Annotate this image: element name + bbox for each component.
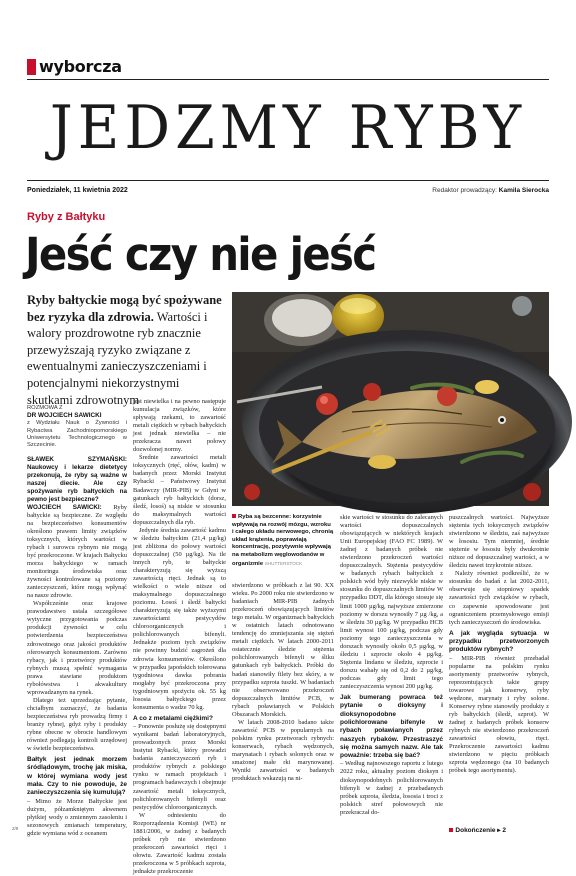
article-lead xyxy=(27,292,227,408)
column-5-paragraph-1: puszczalnych wartości. Najwyższe stężenia tych toksycznych związków stwierdzono w śledziu, zaś najwyższe w łososiu. Tym niemniej, średnie stężenie w łososiu były dwukrotnie niższe od dopuszczalnej wartości, a w śledziu nawet trzykrotnie niższe. xyxy=(449,514,549,570)
column-2-paragraph-3: Jedynie średnia zawartość kadmu w śledziu bałtyckim (21,4 µg/kg) jest zbliżona do połowy wartości dopuszczalnej (50 µg/kg). Na tle innych ryb, te bałtyckie charakteryzują się wyższą zawartością rtęci. Jednak są to wielkości o wiele niższe od maksymalnego dopuszczalnego poziomu. Łosoś i śledź bałtycki charakteryzują się także wyższymi zawartościami pestycydów chloroorganicznych i polichlorowanych bifenyli. Jednakże poziom tych związków nie powinny budzić zagrożeń dla zdrowia konsumentów. Określono w przypadku japońskich tolerowana tygodniowa dawka pobrania mogłaby być przekroczona przy tygodniowym spożyciu ok. 55 kg łososia bałtyckiego przez konsumenta o wadze 70 kg. xyxy=(133,526,226,711)
wyborcza-logo xyxy=(27,57,122,76)
question-4: Jak bumerang powraca też pytanie o dioksyny i dioksynopodobne polichlorowane bifenyle w rybach poławianych przez naszych rybaków. Przestraszyć się można samych nazw. Ale tak poważnie: trzeba się bać? xyxy=(340,694,443,760)
issue-date: Poniedziałek, 11 kwietnia 2022 xyxy=(27,187,128,194)
interviewee-name: DR WOJCIECH SAWICKI xyxy=(27,412,102,420)
column-5 xyxy=(449,514,549,775)
column-2 xyxy=(133,398,226,876)
continuation-note: Dokończenie ▸ 2 xyxy=(449,826,506,834)
answer-1-speaker: WOJCIECH SAWICKI: xyxy=(27,503,102,511)
column-4-paragraph-2: – Według najnowszego raportu z lutego 2022 roku, aktualny poziom dioksyn i dioksynopodobnych polichlorowanych bifenyli w żadnej z przebadanych próbek szprota, śledzia, łososia i troci z polskich stref połowowych nie przekraczał do- xyxy=(340,760,443,816)
interview-label: ROZMOWA Z xyxy=(27,405,63,411)
column-4 xyxy=(340,514,443,817)
article-headline: Jeść czy nie jeść xyxy=(25,228,376,281)
column-1-paragraph-3: Dlatego też uprzedzając pytanie, chciałbym zaznaczyć, że badania bezpieczeństwa ryb prowadzą firmy i branży rybnej, gdyż ryby i produkty rybne obecne w obrocie handlowym również podlegają kontroli urzędowej w świetle bezpieczeństwa. xyxy=(27,696,127,753)
question-5: A jak wygląda sytuacja w przypadku przetworzonych produktów rybnych? xyxy=(449,629,549,654)
photo-caption xyxy=(232,514,334,568)
question-1: SŁAWEK SZYMAŃSKI: Naukowcy i lekarze dietetycy przekonują, że ryby są ważne w naszej diecie. Ale czy spożywanie ryb bałtyckich na pewno jest bezpieczne? xyxy=(27,455,127,503)
continuation-bullet xyxy=(449,828,453,832)
lead-rest: Wartości i walory prozdrowotne ryb znacznie przewyższają ryzyko związane z ewentualnymi zanieczyszczeniami i potencjalnymi niekorzystnymi skutkami zdrowotnym xyxy=(27,309,208,407)
column-3-paragraph-2: W latach 2008-2010 badano także zawartość PCB w popularnych na polskim rynku przetworach rybnych: konserwach, rybach wędzonych, marynatach i rybach solonych oraz w smażonej małe rki marynowanej. Wyniki zawartości w badanych produktach wskazują na ni- xyxy=(232,718,334,783)
column-5-paragraph-3: – MIR-PIB również przebadał popularne na polskim rynku asortymenty przetworów rybnych, reprezentujących takie grupy towarowe jak konserwy, ryby wędzone, marynaty i ryby solone. Konserwy rybne stanowiły produkty z ryb bałtyckich (śledź, szprot). W żadnej z badanych próbek konserw rybnych nie stwierdzono przekroczeń zawartości ołowiu, rtęci. Przekroczenie zawartości kadmu stwierdzono w pięciu próbkach szprota wędzonego (na 10 badanych próbek tego asortymentu). xyxy=(449,654,549,775)
column-2-paragraph-4: – Ponownie posłużę się dostępnymi wynikami badań laboratoryjnych, prowadzonych przez Morski Instytut Rybacki, który prowadzi badania zanieczyszczeń ryb i produktów rybnych z polskiego rynku w ramach projektach i programach badawczych i obejmuje zawartość metali toksycznych, polichlorowanych bifenyli oraz pestycydów chloroorganicznych. xyxy=(133,723,226,811)
answer-1-text: Ryby bałtyckie są bezpieczne. Ze względu na bezpieczeństwo konsumentów określono prawem limity związków toksycznych, których wartości w rybach i surowcu rybnym nie mogą być przekroczone. W krajach Bałtycku morza bałtyckiego w ramach monitoringu środowiska oraz żywności kontrolowane są poziomy zanieczyszczeń, które mogą wpłynąć na nasze zdrowie. xyxy=(27,503,127,600)
column-4-paragraph-1: skie wartości w stosunku do zalecanych wartości dopuszczalnych obowiązujących w niektórych krajach Unii Europejskiej (FAO FC 1989). W żadnej z badanych próbek nie stwierdzono przekroczeń wartości dopuszczalnych. Stężenia pestycydów w badanych rybach bałtyckich z polskich wód były niezwykle niskie w stosunku do dopuszczalnych limitów W przypadku DDT, dla którego stosuje się limit 1000 µg/kg, najwyższe zmierzone poziomy w dorszu wynosiły 7 µg /kg, a w śledziu 30 µg/kg. W przypadku HCB limit wynosi 100 µg/kg, podczas gdy poziomy tego zanieczyszczenia w dorszach wynosiły około 0,5 µg/kg, w śledziu i szprocie około 4 µg/kg. Stężenia lindanu w śledziu, szprocie i dorszu wahały się od 0,2 do 2 µg/kg, podczas gdy limit tego zanieczyszczenia wynosi 200 µg/kg. xyxy=(340,514,443,690)
caption-text: Ryba są bezcenne: korzystnie wpływają na rozwój mózgu, wzroku i całego układu nerwowego, chronią układ krążenia, poprawiają koncentrację, pozytywnie wpływają na metabolizm węglowodanów w organizmie xyxy=(232,514,334,567)
answer-1 xyxy=(27,504,127,601)
column-2-paragraph-5: W odniesieniu do Rozporządzenia Komisji (WE) nr 1881/2006, w żadnej z badanych próbek ryb nie stwierdzono przekroczeń zawartości rtęci i ołowiu. Zawartość kadmu została przekroczona w 5 próbkach szprota, jednakże przekroczenie xyxy=(133,811,226,875)
editor-name: Kamila Sierocka xyxy=(498,187,549,194)
question-3: A co z metalami ciężkimi? xyxy=(133,714,213,722)
grilled-fish-photo xyxy=(232,292,549,506)
caption-bullet xyxy=(232,514,236,518)
top-rule xyxy=(27,79,549,80)
article-kicker: Ryby z Bałtyku xyxy=(27,211,106,223)
logo-text: wyborcza xyxy=(39,57,122,76)
interviewee-affiliation: z Wydziału Nauk o Żywności i Rybactwa Zachodniopomorskiego Uniwersytetu Technologicznego w Szczecinie. xyxy=(27,420,127,449)
answer-2: – Mimo że Morze Bałtyckie jest dużym, półzamkniętym akwenem płytkiej wody o zmiennym zasoleniu i sezonowych zmianach temperatury, gdzie wymiana wód z oceanem xyxy=(27,797,127,837)
column-5-paragraph-2: Należy również podkreślić, że w stosunku do badań z lat 2002-2011, obserwuje się stopniowy spadek zawartości tych związków w rybach, co zapewnie spowodowane jest ograniczeniem przemysłowego emisji tych zanieczyszczeń do środowiska. xyxy=(449,570,549,626)
column-3-paragraph-1: stwierdzono w próbkach z lat 90. XX wieku. Po 2000 roku nie stwierdzono w badaniach MIR-PIB żadnych przekroczeń obowiązujących limitów tego metalu. W organizmach bałtyckich w ostatnich latach odnotowano tendencję do zmniejszania się stężeń metali ciężkich. W latach 2000-2011 ostatecznie śledzie stężenia polichlorowanych bifenyli w śliku gatunkach ryb bałtyckich. Próbki do badań stanowiły filety bez skóry, a w przypadku szprota tuszki. W badaniach nie obserwowano przekroczeń dopuszczalnych limitów PCB, w rybach poławianych w Polskich Obszarach Morskich. xyxy=(232,582,334,718)
continuation-page: 2 xyxy=(502,827,506,834)
column-2-paragraph-1: jest niewielka i na pewno następuje kumulacja związków, które spływają rzekami, to zawartość metali ciężkich w rybach bałtyckich jest jednak niewielka – nie przekracza nawet połowy dozwolonej normy. xyxy=(133,398,226,454)
question-2: Bałtyk jest jednak morzem śródlądowym, trochę jak miska, w której wymiana wody jest mała. Czy to nie powoduje, że zanieczyszczenia się kumulują? xyxy=(27,756,127,797)
editor-credit xyxy=(432,187,549,194)
logo-mark xyxy=(27,59,36,75)
section-masthead: JEDZMY RYBY xyxy=(49,93,527,163)
page-number: 2/9 xyxy=(12,826,19,831)
editor-label: Redaktor prowadzący: xyxy=(432,187,497,194)
column-1-paragraph-2: Współcześnie oraz krajowe prawodawstwo ustala szczegółowe wytyczne przygotowania podczas produkcji żywności w celu potwierdzenia bezpieczeństwa zdrowotnego oraz jakości produktów oferowanych konsumentom. Zarówno rybacy, jak i przetwórcy produktów rybnych muszą spełnić wymagania prawa stawiane produktom rybołówstwa i akwakultury wprowadzanym na rynek. xyxy=(27,600,127,696)
masthead-rule xyxy=(27,180,549,181)
column-3 xyxy=(232,582,334,783)
column-2-paragraph-2: Średnie zawartości metali toksycznych (rtęć, ołów, kadm) w badanych przez Morski Instytut Rybacki – Państwowy Instytut Badawczy (MIR-PIB) w Gdyni w gatunkach ryb bałtyckich (dorsz, śledź, łosoś) są niskie w stosunku do maksymalnych wartości dopuszczalnych dla ryb. xyxy=(133,454,226,526)
column-1 xyxy=(27,404,127,838)
lead-bold: Ryby bałtyckie mogą być spożywane bez ryzyka dla zdrowia. xyxy=(27,293,222,324)
continuation-label: Dokończenie xyxy=(455,827,496,834)
photo-credit: SHUTTERSTOCK xyxy=(264,560,303,566)
